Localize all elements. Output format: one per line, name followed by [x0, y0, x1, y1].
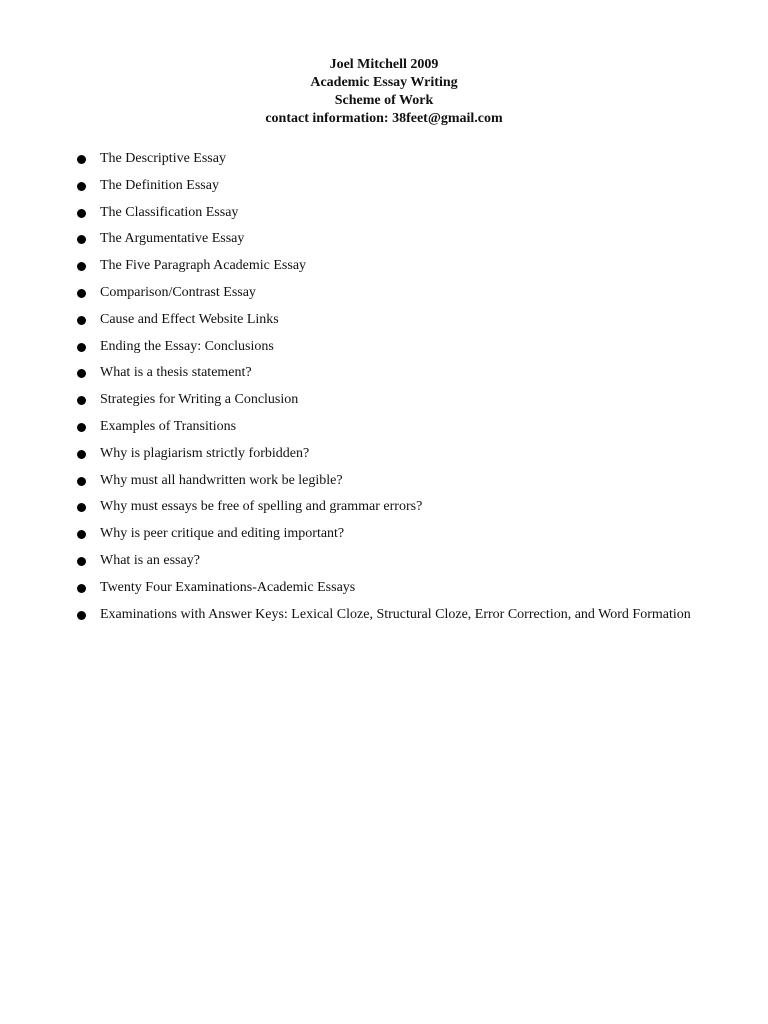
bullet-icon: [77, 584, 86, 593]
bullet-icon: [77, 209, 86, 218]
topic-label: The Argumentative Essay: [100, 231, 245, 247]
list-item: [77, 257, 697, 275]
document-title: Academic Essay Writing: [310, 75, 458, 90]
topic-label: The Five Paragraph Academic Essay: [100, 258, 307, 274]
topic-label: Comparison/Contrast Essay: [100, 284, 256, 300]
topic-label: The Definition Essay: [100, 177, 219, 193]
bullet-icon: [77, 557, 86, 566]
list-item: [77, 445, 697, 463]
list-item: [77, 364, 697, 382]
list-item: [77, 391, 697, 409]
list-item: [77, 418, 697, 436]
topic-label: What is an essay?: [100, 552, 200, 568]
bullet-icon: [77, 503, 86, 512]
list-item: [77, 150, 697, 168]
topic-label: Cause and Effect Website Links: [100, 311, 279, 327]
bullet-icon: [77, 262, 86, 271]
bullet-icon: [77, 530, 86, 539]
list-item: [77, 284, 697, 302]
list-item: [77, 552, 697, 570]
document-header: [0, 56, 768, 128]
topic-label: Strategies for Writing a Conclusion: [100, 392, 299, 408]
list-item: [77, 498, 697, 516]
bullet-icon: [77, 396, 86, 405]
bullet-icon: [77, 343, 86, 352]
author-year: Joel Mitchell 2009: [329, 57, 439, 72]
topic-label: Why must all handwritten work be legible?: [100, 472, 343, 488]
bullet-icon: [77, 235, 86, 244]
list-item: [77, 472, 697, 490]
list-item: [77, 606, 697, 624]
topic-list: [77, 150, 697, 632]
list-item: [77, 338, 697, 356]
topic-label: Why is peer critique and editing important?: [100, 526, 345, 542]
topic-label: Twenty Four Examinations-Academic Essays: [100, 579, 356, 595]
topic-label: What is a thesis statement?: [100, 365, 252, 381]
topic-label: Ending the Essay: Conclusions: [100, 338, 274, 354]
topic-label: Examples of Transitions: [100, 418, 237, 434]
bullet-icon: [77, 450, 86, 459]
topic-label: The Classification Essay: [100, 204, 239, 220]
list-item: [77, 525, 697, 543]
topic-label: The Descriptive Essay: [100, 151, 226, 166]
list-item: [77, 204, 697, 222]
bullet-icon: [77, 155, 86, 164]
list-item: [77, 177, 697, 195]
bullet-icon: [77, 369, 86, 378]
topic-label: Why is plagiarism strictly forbidden?: [100, 445, 310, 461]
bullet-icon: [77, 289, 86, 298]
bullet-icon: [77, 611, 86, 620]
bullet-icon: [77, 182, 86, 191]
list-item: [77, 230, 697, 248]
topic-label: Why must essays be free of spelling and grammar errors?: [100, 499, 423, 515]
list-item: [77, 311, 697, 329]
bullet-icon: [77, 477, 86, 486]
contact-information: contact information: 38feet@gmail.com: [265, 111, 503, 126]
bullet-icon: [77, 316, 86, 325]
bullet-icon: [77, 423, 86, 432]
document-subtitle: Scheme of Work: [334, 93, 434, 108]
topic-label: Examinations with Answer Keys: Lexical Cloze, Structural Cloze, Error Correction, and Word Formation: [100, 606, 691, 622]
list-item: [77, 579, 697, 597]
